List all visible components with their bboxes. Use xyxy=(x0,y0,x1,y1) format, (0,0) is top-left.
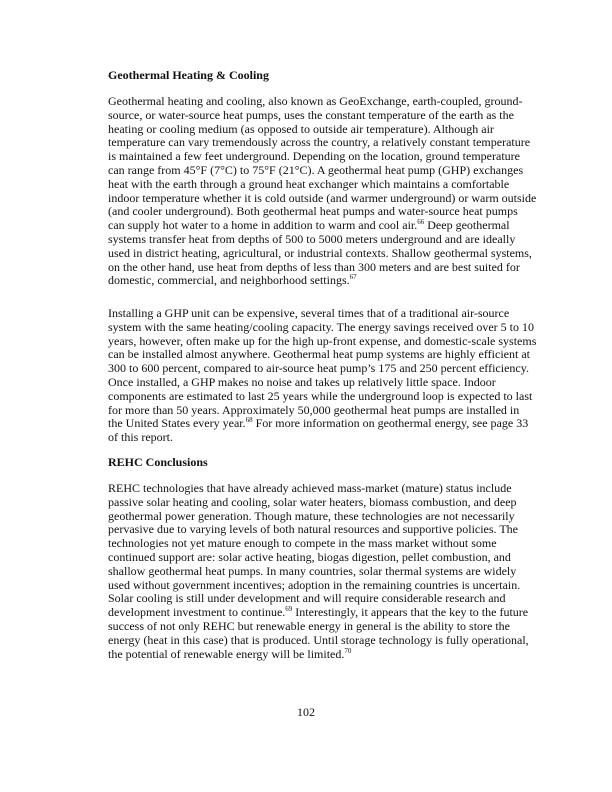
text-line xyxy=(108,149,520,164)
text-line xyxy=(108,178,508,192)
text-line xyxy=(108,94,523,109)
text-line xyxy=(108,592,508,606)
text-line xyxy=(108,402,520,418)
text-line xyxy=(108,632,529,648)
line-text: pervasive due to varying levels of both natural resources and supportive policies. The xyxy=(108,522,518,537)
line-text: heating or cooling medium (as opposed to outside air temperature). Although air xyxy=(108,121,494,136)
line-text: Geothermal heating and cooling, also known as GeoExchange, earth-coupled, ground- xyxy=(108,94,523,108)
line-text: success of not only REHC but renewable energy in general is the ability to store the xyxy=(108,618,511,633)
section-heading-geothermal: Geothermal Heating & Cooling xyxy=(108,68,269,82)
text-line xyxy=(108,416,529,431)
footnote-marker: 66 xyxy=(417,218,425,227)
line-text: components are estimated to last 25 years while the underground loop is expected to last xyxy=(108,388,533,403)
line-text: indoor temperature whether it is cold outside (and warmer underground) or warm outside xyxy=(108,190,537,205)
line-text: can range from 45°F (7°C) to 75°F (21°C). A geothermal heat pump (GHP) exchanges xyxy=(108,162,524,177)
line-text: domestic, commercial, and neighborhood settings. xyxy=(108,273,350,288)
line-text: Deep geothermal xyxy=(424,218,510,233)
text-line xyxy=(108,431,508,445)
line-text: for more than 50 years. Approximately 50,000 geothermal heat pumps are installed in xyxy=(108,402,520,417)
line-text: passive solar heating and cooling, solar water heaters, biomass combustion, and deep xyxy=(108,494,517,509)
page-number: 102 xyxy=(297,705,315,719)
line-text: Interestingly, it appears that the key to the future xyxy=(292,605,529,620)
text-line xyxy=(108,107,514,123)
footnote-marker: 70 xyxy=(344,646,352,655)
text-line xyxy=(108,481,512,496)
text-line xyxy=(108,577,521,593)
text-line xyxy=(108,388,533,404)
text-line xyxy=(108,361,529,376)
text-line xyxy=(108,605,529,620)
line-text: (and cooler underground). Both geothermal heat pumps and water-source heat pumps xyxy=(108,204,518,219)
text-line xyxy=(108,307,508,321)
line-text: REHC technologies that have already achieved mass-market (mature) status include xyxy=(108,481,512,495)
line-text: energy (heat in this case) that is produced. Until storage technology is fully operational, xyxy=(108,632,529,647)
line-text: system with the same heating/cooling capacity. The energy savings received over 5 to 10 xyxy=(108,319,534,334)
text-line xyxy=(108,618,511,634)
paragraph xyxy=(108,94,537,288)
footnote-marker: 67 xyxy=(349,273,357,282)
text-line xyxy=(108,494,517,510)
text-line xyxy=(108,135,531,150)
text-line xyxy=(108,162,524,178)
text-line xyxy=(108,123,508,137)
line-text: used in district heating, agricultural, or industrial contexts. Shallow geothermal systems, xyxy=(108,245,532,260)
line-text: For more information on geothermal energy, see page 33 xyxy=(252,416,529,431)
line-text: can be installed almost anywhere. Geothermal heat pump systems are highly efficient at xyxy=(108,347,530,362)
line-text: the United States every year. xyxy=(108,416,246,431)
line-text: systems transfer heat from depths of 500 to 5000 meters underground and are ideally xyxy=(108,231,516,246)
footnote-marker: 68 xyxy=(245,416,253,425)
text-line xyxy=(108,319,534,335)
text-line xyxy=(108,563,517,579)
line-text: on the other hand, use heat from depths of less than 300 meters and are best suited for xyxy=(108,259,520,274)
line-text: Once installed, a GHP makes no noise and takes up relatively little space. Indoor xyxy=(108,374,496,389)
paragraph xyxy=(108,306,537,445)
text-line xyxy=(108,347,530,362)
text-line xyxy=(108,190,537,206)
line-text: heat with the earth through a ground heat exchanger which maintains a comfortable xyxy=(108,176,510,191)
line-text: of this report. xyxy=(108,430,173,445)
text-line xyxy=(108,537,508,551)
text-line xyxy=(108,376,508,390)
footnote-marker: 69 xyxy=(285,605,293,614)
text-line xyxy=(108,219,508,233)
line-text: the potential of renewable energy will be limited. xyxy=(108,646,345,661)
text-line xyxy=(108,508,515,524)
section-heading-rehc-conclusions: REHC Conclusions xyxy=(108,455,208,469)
text-line xyxy=(108,245,532,261)
line-text: used without government incentives; adoption in the remaining countries is uncertain. xyxy=(108,577,521,592)
line-text: source, or water-source heat pumps, uses the constant temperature of the earth as the xyxy=(108,107,514,122)
line-text: geothermal power generation. Though mature, these technologies are not necessarily xyxy=(108,508,515,523)
line-text: Installing a GHP unit can be expensive, several times that of a traditional air-source xyxy=(108,306,510,320)
text-line xyxy=(108,549,511,565)
text-line xyxy=(108,648,508,662)
line-text: years, however, often make up for the high up-front expense, and domestic-scale systems xyxy=(108,333,537,348)
text-line xyxy=(108,204,518,219)
line-text: can supply hot water to a home in addition to warm and cool air. xyxy=(108,218,418,233)
line-text: is maintained a few feet underground. Depending on the location, ground temperature xyxy=(108,149,520,164)
line-text: temperature can vary tremendously across the country, a relatively constant temperature xyxy=(108,135,531,150)
line-text: technologies not yet mature enough to compete in the mass market without some xyxy=(108,536,497,551)
line-text: development investment to continue. xyxy=(108,605,286,620)
text-line xyxy=(108,259,520,275)
paragraph xyxy=(108,481,529,661)
text-line xyxy=(108,274,508,288)
line-text: 300 to 600 percent, compared to air-source heat pump’s 175 and 250 percent efficiency. xyxy=(108,361,529,376)
line-text: Solar cooling is still under development and will require considerable research and xyxy=(108,591,506,606)
text-line xyxy=(108,231,516,247)
line-text: shallow geothermal heat pumps. In many countries, solar thermal systems are widely xyxy=(108,563,517,578)
text-line xyxy=(108,333,537,349)
line-text: continued support are: solar active heating, biogas digestion, pellet combustion, and xyxy=(108,549,511,564)
text-line xyxy=(108,522,518,537)
